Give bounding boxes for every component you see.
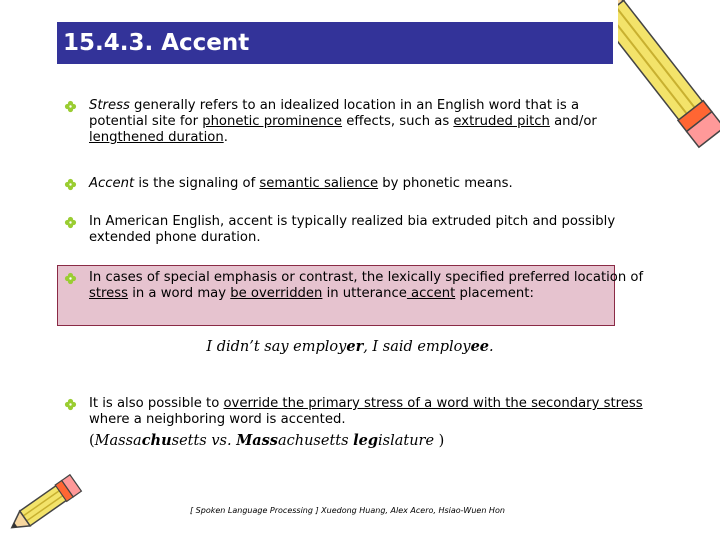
example-contrast (89, 432, 444, 449)
text-run: I didn’t say employ (206, 339, 347, 355)
text-run: . (489, 339, 494, 355)
diamond-bullet-icon (64, 100, 77, 113)
text-run: phonetic prominence (202, 114, 343, 129)
text-run: and/or (549, 114, 597, 129)
text-run: lengthened duration (89, 130, 224, 145)
text-run: generally refers to an idealized location in an English word that is a potential site for (89, 98, 580, 129)
text-run: islature (378, 433, 435, 449)
text-run: In American English, accent is typically realized bia extruded pitch and possibly extended phone duration. (89, 214, 616, 245)
text-run: Stress (89, 98, 130, 113)
bullet-text-2 (89, 176, 629, 192)
text-run: is the signaling of (134, 176, 260, 191)
text-run: ( (89, 433, 95, 449)
text-run: effects, such as (342, 114, 454, 129)
text-run: Accent (89, 176, 135, 191)
pencil-icon (4, 472, 90, 534)
text-run: achusetts (277, 433, 354, 449)
diamond-bullet-icon (64, 398, 77, 411)
text-run: override the primary stress of a word with the secondary stress (223, 396, 643, 411)
text-run: leg (353, 432, 379, 449)
example-sentence (0, 338, 700, 355)
bullet-text-1 (89, 98, 629, 146)
bullet-text-5 (89, 396, 649, 428)
text-run: Mass (236, 432, 278, 449)
text-run: , I said employ (363, 339, 471, 355)
text-run: It is also possible to (89, 396, 224, 411)
diamond-bullet-icon (64, 272, 77, 285)
footer-citation: [ Spoken Language Processing ] Xuedong Huang, Alex Acero, Hsiao-Wuen Hon (190, 506, 505, 515)
text-run: . (223, 130, 228, 145)
text-run: setts vs. (171, 433, 237, 449)
bullet-text-3 (89, 214, 629, 246)
text-run: in a word may (128, 286, 231, 301)
text-run: by phonetic means. (378, 176, 513, 191)
text-run: extruded pitch (453, 114, 550, 129)
slide-title: 15.4.3. Accent (57, 22, 613, 64)
text-run: in utterance (322, 286, 407, 301)
pencil-icon (618, 0, 720, 165)
diamond-bullet-icon (64, 178, 77, 191)
text-run: accent (406, 286, 456, 301)
text-run: placement: (455, 286, 534, 301)
diamond-bullet-icon (64, 216, 77, 229)
text-run: ) (434, 433, 445, 449)
text-run: In cases of special emphasis or contrast, the lexically specified preferred location of (89, 270, 644, 285)
text-run: semantic salience (259, 176, 379, 191)
text-run: where a neighboring word is accented. (89, 412, 346, 427)
text-run: chu (141, 432, 172, 449)
text-run: er (346, 338, 364, 355)
text-run: be overridden (230, 286, 323, 301)
text-run: stress (89, 286, 129, 301)
text-run: ee (470, 338, 490, 355)
bullet-text-4 (89, 270, 649, 302)
text-run: Massa (94, 433, 142, 449)
